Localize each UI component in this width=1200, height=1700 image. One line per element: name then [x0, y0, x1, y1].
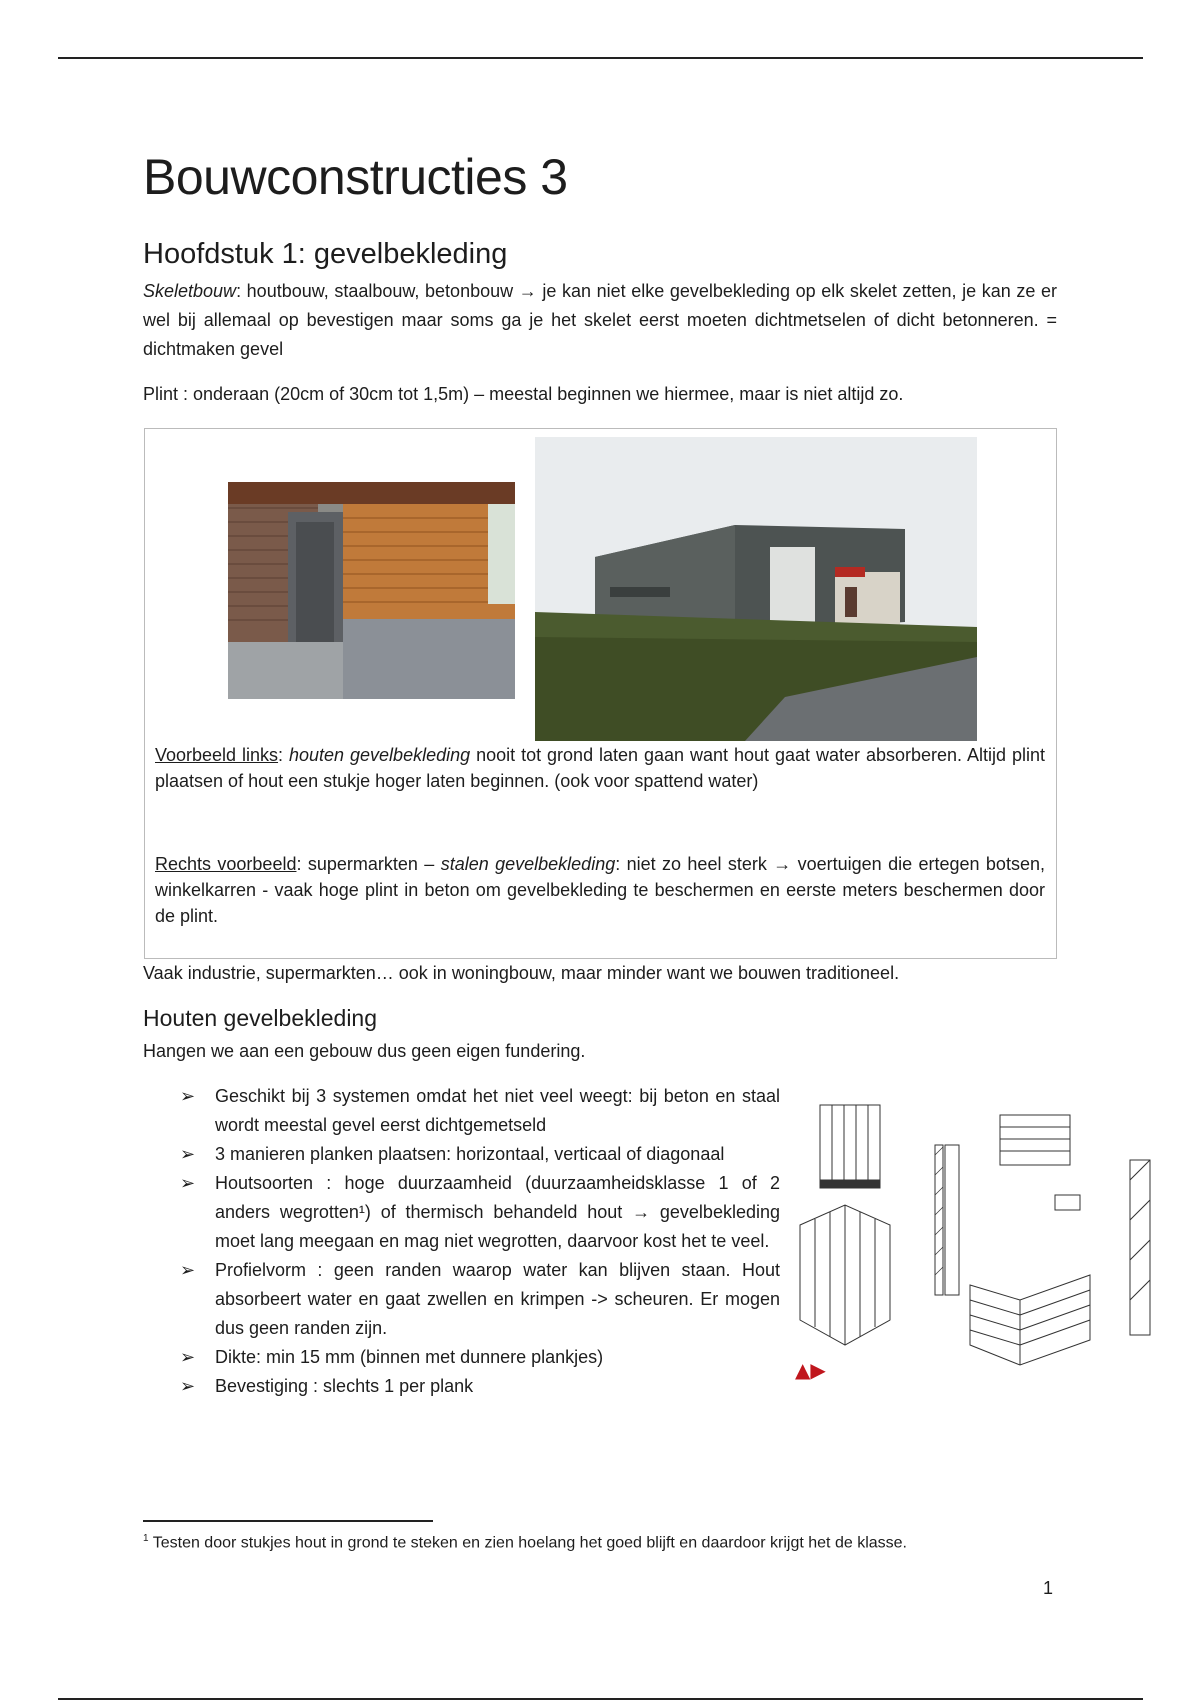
plint-paragraph: Plint : onderaan (20cm of 30cm tot 1,5m) – meestal beginnen we hiermee, maar is niet altijd zo. — [143, 384, 904, 404]
footer-rule — [58, 1698, 1143, 1700]
intro-paragraph — [143, 277, 1057, 364]
header-rule — [58, 57, 1143, 59]
bullet-arrow-icon: ➢ — [180, 1086, 196, 1106]
footnote-rule — [143, 1520, 433, 1522]
right-example-text — [155, 851, 1045, 929]
bullet-arrow-icon: ➢ — [180, 1144, 196, 1164]
right-example-pre: : supermarkten – — [296, 854, 441, 874]
document-title: Bouwconstructies 3 — [143, 149, 568, 205]
list-item: ➢ 3 manieren planken plaatsen: horizontaal, verticaal of diagonaal — [180, 1140, 780, 1169]
page-number: 1 — [1043, 1578, 1054, 1598]
section-intro: Hangen we aan een gebouw dus geen eigen fundering. — [143, 1041, 586, 1061]
left-example-body: nooit tot grond laten gaan want hout gaat water absorberen. Altijd plint plaatsen of hout een stukje hoger laten beginnen. (ook voor spattend water) — [155, 745, 1045, 791]
wooden-cladding-photo — [228, 482, 515, 699]
left-example-term: houten gevelbekleding — [289, 745, 471, 765]
footnote-text: Testen door stukjes hout in grond te steken en zien hoelang het goed blijft en daardoor krijgt het de klasse. — [148, 1534, 907, 1552]
after-box-paragraph: Vaak industrie, supermarkten… ook in woningbouw, maar minder want we bouwen traditioneel. — [143, 963, 900, 983]
wooden-cladding-image — [228, 482, 515, 699]
list-item: ➢ Profielvorm : geen randen waarop water kan blijven staan. Hout absorbeert water en gaat zwellen en krimpen -> scheuren. Er mogen dus geen randen zijn. — [180, 1256, 780, 1343]
steel-cladding-image — [535, 437, 977, 741]
intro-text: : houtbouw, staalbouw, betonbouw → je kan niet elke gevelbekleding op elk skelet zetten, je kan ze er wel bij allemaal op bevestigen maar soms ga je het skelet eerst moeten dichtmetselen of dicht betonneren. = dichtmaken gevel — [143, 281, 1057, 359]
footnote-mark: 1 — [143, 1533, 149, 1544]
list-item: ➢ Bevestiging : slechts 1 per plank — [180, 1372, 1015, 1401]
intro-term: Skeletbouw — [143, 281, 237, 301]
right-example-body: : niet zo heel sterk → voertuigen die ertegen botsen, winkelkarren - vaak hoge plint in beton om gevelbekleding te beschermen en eerste meters beschermen door de plint. — [155, 854, 1045, 926]
chapter-title: Hoofdstuk 1: gevelbekleding — [143, 238, 508, 270]
list-item: ➢ Geschikt bij 3 systemen omdat het niet veel weegt: bij beton en staal wordt meestal gevel eerst dichtgemetseld — [180, 1082, 780, 1140]
bullet-arrow-icon: ➢ — [180, 1376, 196, 1396]
left-example-label: Voorbeeld links — [155, 745, 279, 765]
bullet-arrow-icon: ➢ — [180, 1260, 196, 1280]
list-item: ➢ Houtsoorten : hoge duurzaamheid (duurzaamheidsklasse 1 of 2 anders wegrotten¹) of thermisch behandeld hout → gevelbekleding moet lang meegaan en mag niet wegrotten, daarvoor kost het te veel. — [180, 1169, 780, 1256]
svg-text:▲▶: ▲▶ — [795, 1358, 826, 1380]
list-item: ➢ Dikte: min 15 mm (binnen met dunnere plankjes) — [180, 1343, 1015, 1372]
right-example-label: Rechts voorbeeld — [155, 854, 297, 874]
right-example-term: stalen gevelbekleding — [440, 854, 616, 874]
footnote — [143, 1533, 907, 1552]
cladding-technical-drawing — [795, 1085, 1155, 1380]
left-example-text — [155, 742, 1045, 794]
left-example-colon: : — [278, 745, 290, 765]
cladding-drawing-image — [795, 1085, 1155, 1380]
steel-cladding-photo — [535, 437, 977, 741]
bullet-arrow-icon: ➢ — [180, 1347, 196, 1367]
section-title: Houten gevelbekleding — [143, 1005, 378, 1031]
bullet-arrow-icon: ➢ — [180, 1173, 196, 1193]
properties-list — [180, 1082, 780, 1401]
